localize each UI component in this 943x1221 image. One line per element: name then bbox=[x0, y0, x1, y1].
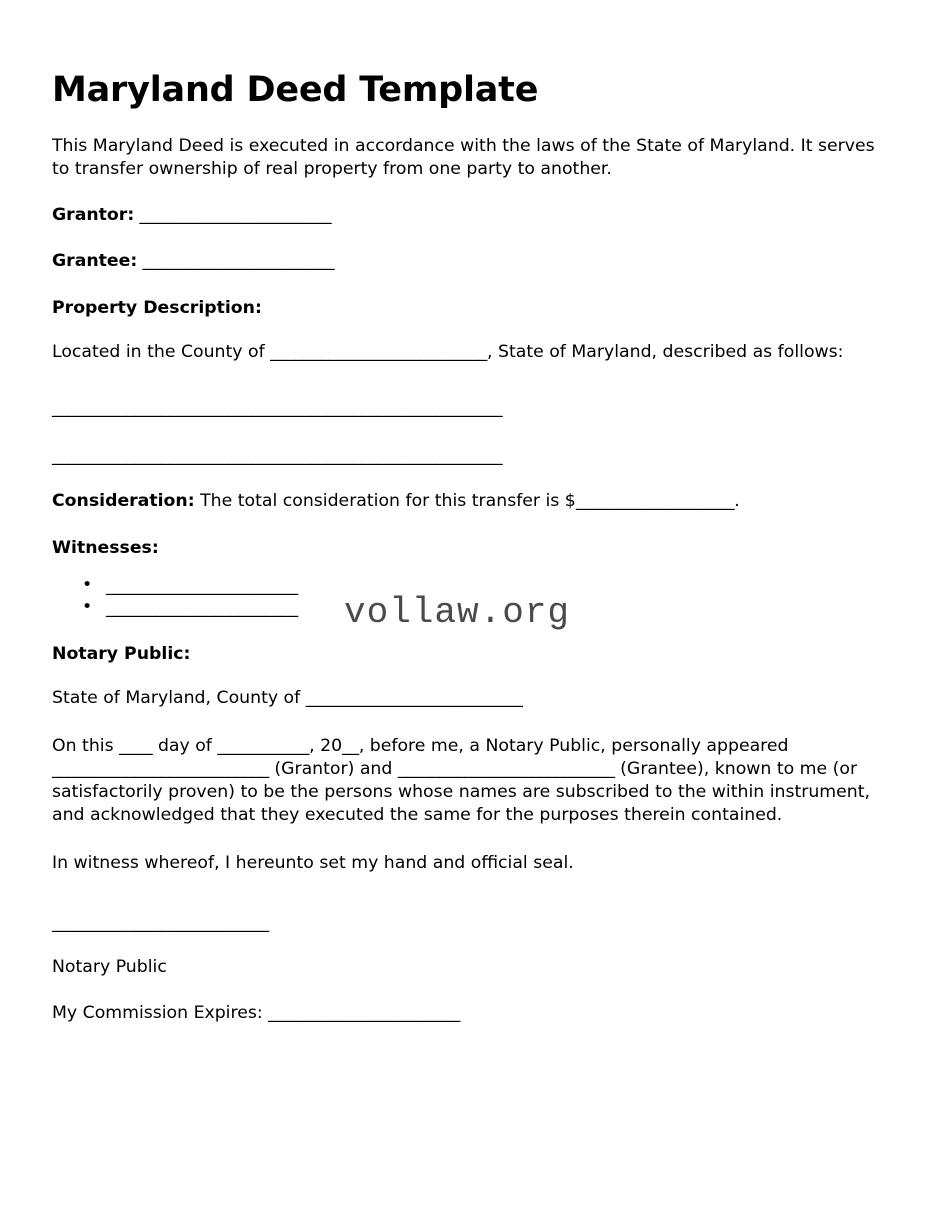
notary-year-blank-field[interactable]: __ bbox=[342, 735, 359, 756]
notary-grantor-name-blank-field[interactable]: __________________________ bbox=[52, 758, 269, 779]
property-description-blank-line-2[interactable]: ______________________________________________________ bbox=[52, 446, 503, 466]
consideration-line bbox=[52, 490, 875, 513]
ack-text-5: (Grantor) and bbox=[268, 758, 398, 779]
property-description-blank-line-1[interactable]: ______________________________________________________ bbox=[52, 398, 503, 419]
list-item bbox=[82, 576, 875, 596]
consideration-text-suffix: . bbox=[734, 490, 740, 511]
consideration-label: Consideration: bbox=[52, 490, 195, 511]
notary-signature-caption: Notary Public bbox=[52, 956, 167, 977]
grantor-blank-field[interactable]: _______________________ bbox=[134, 205, 332, 226]
notary-month-blank-field[interactable]: ___________ bbox=[217, 735, 310, 756]
witness-whereof-paragraph: In witness whereof, I hereunto set my hand and official seal. bbox=[52, 852, 574, 873]
venue-prefix-text: State of Maryland, County of bbox=[52, 687, 306, 708]
property-location-line bbox=[52, 341, 875, 364]
grantor-line bbox=[52, 204, 875, 227]
notary-signature-blank-field[interactable]: __________________________ bbox=[52, 912, 269, 933]
located-suffix-text: , State of Maryland, described as follows: bbox=[487, 342, 844, 363]
ack-text-4: , before me, a Notary Public, personally appeared bbox=[358, 735, 789, 756]
witnesses-list bbox=[52, 576, 875, 619]
located-prefix-text: Located in the County of bbox=[52, 342, 271, 363]
list-item bbox=[82, 598, 875, 618]
commission-expires-line bbox=[52, 1002, 875, 1025]
venue-county-blank-field[interactable]: __________________________ bbox=[305, 687, 523, 708]
witness-blank-field-1[interactable]: _______________________ bbox=[106, 575, 298, 596]
notary-public-heading: Notary Public: bbox=[52, 643, 191, 664]
notary-grantee-name-blank-field[interactable]: __________________________ bbox=[397, 758, 615, 779]
ack-text-2: day of bbox=[152, 735, 218, 756]
ack-text-1: On this bbox=[52, 735, 120, 756]
consideration-text-prefix: The total consideration for this transfer is $ bbox=[194, 490, 576, 511]
commission-expires-label: My Commission Expires: bbox=[52, 1002, 269, 1023]
ack-text-3: , 20 bbox=[309, 735, 343, 756]
notary-acknowledgment-paragraph bbox=[52, 735, 875, 827]
witnesses-heading: Witnesses: bbox=[52, 537, 159, 558]
notary-day-blank-field[interactable]: ____ bbox=[119, 735, 153, 756]
property-description-heading: Property Description: bbox=[52, 298, 262, 319]
intro-paragraph: This Maryland Deed is executed in accordance with the laws of the State of Maryland. It serves to transfer ownership of real property from one party to another. bbox=[52, 136, 875, 180]
grantee-blank-field[interactable]: _______________________ bbox=[137, 251, 335, 272]
commission-expires-blank-field[interactable]: _______________________ bbox=[268, 1002, 461, 1023]
grantee-label: Grantee: bbox=[52, 251, 138, 272]
ack-text-6: (Grantee), known to me (or satisfactorily proven) to be the persons whose names are subscribed to the within instrument, and acknowledged that they executed the same for the purposes therein contained. bbox=[52, 758, 870, 825]
county-blank-field[interactable]: __________________________ bbox=[270, 342, 488, 363]
grantor-label: Grantor: bbox=[52, 205, 135, 226]
notary-venue-line bbox=[52, 687, 875, 710]
consideration-amount-blank-field[interactable]: ___________________ bbox=[575, 490, 735, 511]
grantee-line bbox=[52, 250, 875, 273]
page-title: Maryland Deed Template bbox=[52, 70, 539, 110]
vollaw-watermark: vollaw.org bbox=[344, 592, 571, 633]
witness-blank-field-2[interactable]: _______________________ bbox=[106, 598, 298, 619]
